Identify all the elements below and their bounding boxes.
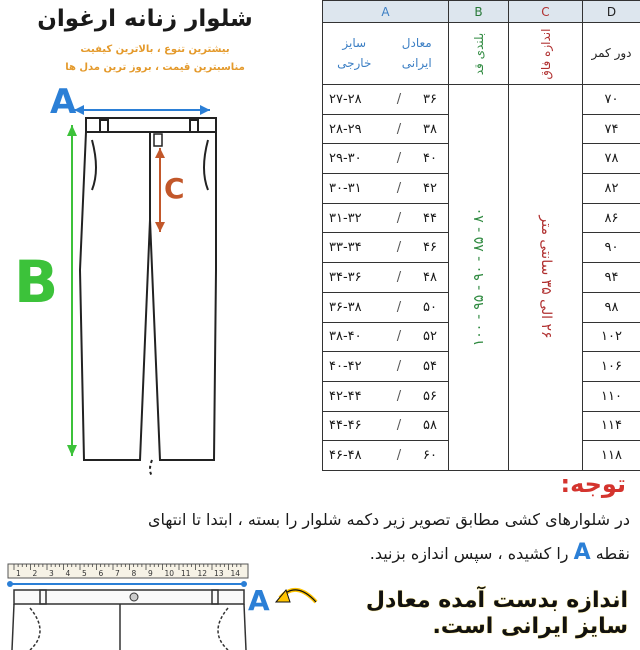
header-rise: اندازه فاق	[538, 28, 553, 79]
column-letter-a: A	[323, 1, 449, 23]
tape-number: 9	[148, 569, 153, 578]
external-size: ۴۶-۴۸	[329, 448, 362, 464]
waist-value: ۸۲	[583, 174, 640, 204]
curved-arrow-icon	[276, 590, 316, 602]
diagram-label-c: C	[164, 172, 185, 205]
tape-number: 1	[16, 569, 21, 578]
waist-value: ۱۱۸	[583, 441, 640, 471]
external-size: ۲۹-۳۰	[329, 151, 362, 167]
size-separator: /	[396, 91, 402, 107]
height-range: ۸۰ - ۸۵ - ۹۰ - ۹۵ - ۱۰۰	[470, 208, 487, 347]
jeans-button	[130, 593, 138, 601]
size-separator: /	[396, 121, 402, 137]
tape-number: 2	[32, 569, 38, 578]
size-separator: /	[396, 151, 402, 167]
size-cell	[323, 441, 449, 471]
note-point-a: A	[573, 540, 591, 565]
size-table	[322, 0, 640, 471]
external-size: ۲۸-۲۹	[329, 121, 362, 137]
header-sizes	[323, 23, 449, 85]
iranian-size: ۵۸	[423, 418, 437, 434]
size-cell	[323, 411, 449, 441]
header-waist-cell	[583, 23, 640, 85]
tape-number: 6	[98, 569, 104, 578]
header-waist: دور کمر	[591, 45, 632, 60]
table-header-row	[323, 23, 640, 85]
iranian-size: ۵۲	[423, 329, 437, 345]
size-cell	[323, 381, 449, 411]
measure-line-a	[7, 581, 247, 587]
external-size: ۲۷-۲۸	[329, 91, 362, 107]
waist-value: ۱۰۲	[583, 322, 640, 352]
size-cell	[323, 85, 449, 115]
callout-line-2: سایز ایرانی است.	[432, 614, 628, 639]
column-letter-b: B	[449, 1, 509, 23]
header-external-size: سایز خارجی	[337, 36, 372, 70]
callout-line-1: اندازه بدست آمده معادل	[365, 588, 628, 613]
size-separator: /	[396, 180, 402, 196]
external-size: ۴۰-۴۲	[329, 359, 362, 375]
size-cell	[323, 174, 449, 204]
tape-number: 13	[214, 569, 224, 578]
header-rise-cell	[509, 23, 583, 85]
size-separator: /	[396, 329, 402, 345]
iranian-size: ۴۶	[423, 240, 437, 256]
iranian-size: ۵۶	[423, 388, 437, 404]
tape-number: 14	[230, 569, 241, 578]
pants-button	[154, 134, 162, 146]
iranian-size: ۳۶	[423, 91, 437, 107]
table-row	[323, 85, 640, 115]
waist-value: ۷۰	[583, 85, 640, 115]
size-separator: /	[396, 240, 402, 256]
size-cell	[323, 292, 449, 322]
size-separator: /	[396, 418, 402, 434]
size-cell	[323, 144, 449, 174]
waist-value: ۸۶	[583, 203, 640, 233]
brand-slogan-line-2: مناسبترین قیمت ، بروز ترین مدل ها	[65, 62, 245, 73]
external-size: ۳۰-۳۱	[329, 180, 362, 196]
iranian-size: ۴۰	[423, 151, 437, 167]
height-range-cell	[449, 85, 509, 471]
size-separator: /	[396, 210, 402, 226]
waistband-illustration	[0, 562, 330, 650]
header-iranian-size: معادل ایرانی	[401, 36, 432, 70]
size-separator: /	[396, 388, 402, 404]
tape-number: 8	[131, 569, 137, 578]
size-separator: /	[396, 448, 402, 464]
note-line-2-suffix: را کشیده ، سپس اندازه بزنید.	[369, 544, 569, 563]
waist-value: ۷۴	[583, 114, 640, 144]
iranian-size: ۵۴	[423, 359, 437, 375]
tape-number: 12	[197, 569, 208, 578]
header-height-cell	[449, 23, 509, 85]
waist-value: ۹۸	[583, 292, 640, 322]
size-cell	[323, 263, 449, 293]
size-cell	[323, 233, 449, 263]
external-size: ۳۳-۳۴	[329, 240, 362, 256]
column-letter-d: D	[583, 1, 640, 23]
iranian-size: ۵۰	[423, 299, 437, 315]
tape-number: 5	[82, 569, 87, 578]
iranian-size: ۶۰	[423, 448, 437, 464]
column-letter-c: C	[509, 1, 583, 23]
measure-b-arrow	[67, 125, 77, 456]
size-cell	[323, 322, 449, 352]
column-letter-row	[323, 1, 640, 23]
waist-value: ۹۴	[583, 263, 640, 293]
external-size: ۳۶-۳۸	[329, 299, 362, 315]
size-cell	[323, 203, 449, 233]
tape-number: 4	[65, 569, 71, 578]
size-cell	[323, 352, 449, 382]
waist-value: ۱۱۰	[583, 381, 640, 411]
iranian-size: ۴۸	[423, 269, 437, 285]
size-separator: /	[396, 269, 402, 285]
external-size: ۳۱-۳۲	[329, 210, 362, 226]
measure-a-arrow	[74, 105, 210, 115]
tape-number: 7	[115, 569, 120, 578]
header-height: بلندی قد	[471, 32, 486, 75]
tape-number: 3	[49, 569, 54, 578]
waist-value: ۱۰۶	[583, 352, 640, 382]
tape-letter-a: A	[248, 584, 270, 617]
external-size: ۴۴-۴۶	[329, 418, 362, 434]
external-size: ۳۸-۴۰	[329, 329, 362, 345]
diagram-label-a: A	[50, 82, 77, 122]
size-separator: /	[396, 359, 402, 375]
waist-value: ۹۰	[583, 233, 640, 263]
jeans-waistband	[12, 590, 246, 650]
note-line-1: در شلوارهای کشی مطابق تصویر زیر دکمه شلوار را بسته ، ابتدا تا انتهای	[148, 510, 630, 529]
rise-range-cell	[509, 85, 583, 471]
tape-measure	[8, 564, 248, 578]
size-cell	[323, 114, 449, 144]
size-separator: /	[396, 299, 402, 315]
pants-outline	[80, 118, 216, 476]
note-line-2-prefix: نقطه	[595, 544, 630, 563]
brand-slogan-line-1: بیشترین تنوع ، بالاترین کیفیت	[80, 44, 230, 55]
rise-range: ۲۶ الی ۳۵ سانتی متر	[537, 215, 554, 339]
external-size: ۴۲-۴۴	[329, 388, 362, 404]
tape-number: 10	[164, 569, 175, 578]
waist-value: ۷۸	[583, 144, 640, 174]
iranian-size: ۴۲	[423, 180, 437, 196]
waist-value: ۱۱۴	[583, 411, 640, 441]
note-heading: توجه:	[560, 470, 626, 498]
diagram-label-b: B	[14, 248, 59, 316]
iranian-size: ۳۸	[423, 121, 437, 137]
pants-diagram	[0, 80, 320, 480]
tape-number: 11	[181, 569, 191, 578]
external-size: ۳۴-۳۶	[329, 269, 362, 285]
waistband-drawing	[0, 562, 330, 650]
iranian-size: ۴۴	[423, 210, 437, 226]
brand-title: شلوار زنانه ارغوان	[37, 6, 253, 32]
